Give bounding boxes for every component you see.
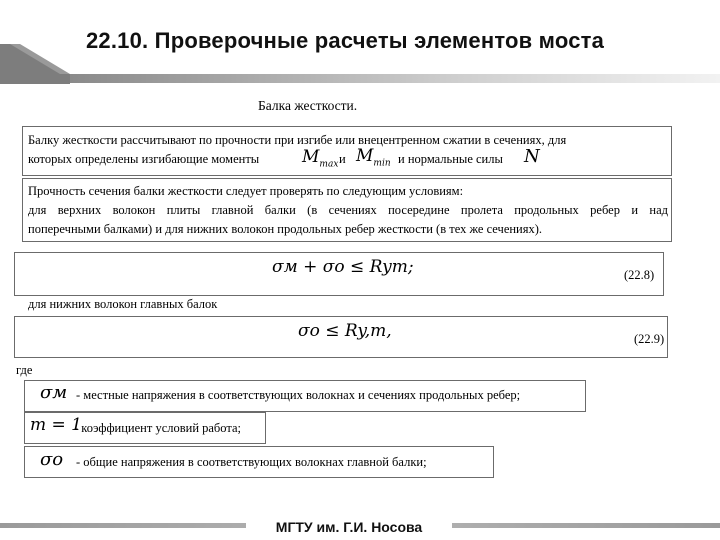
m-max-letter: M [302, 147, 320, 167]
m-max-sub: max [319, 159, 339, 170]
m-max-symbol [302, 147, 338, 169]
definition1-text: - местные напряжения в соответствующих волокнах и сечениях продольных ребер; [76, 388, 521, 402]
title-rule [70, 74, 720, 83]
equation-22-8: σм + σо ≤ Ryт; [272, 257, 414, 277]
n-symbol: N [524, 146, 540, 167]
m-min-letter: M [356, 146, 374, 166]
slide-title: 22.10. Проверочные расчеты элементов моста [86, 28, 605, 53]
sigma-m-symbol: σм [40, 382, 68, 403]
definition3-text: - общие напряжения в соответствующих волокнах главной балки; [76, 455, 427, 469]
definition2-text: - коэффициент условий работа; [74, 421, 242, 435]
equation-22-9: σо ≤ Ry,m, [298, 321, 392, 341]
para1-and: и [339, 152, 346, 166]
para2-line1: Прочность сечения балки жесткости следует проверять по следующим условиям: [28, 184, 464, 198]
para1-line2a: которых определены изгибающие моменты [28, 152, 260, 166]
m-min-symbol [356, 146, 391, 168]
sigma-o-symbol: σо [40, 449, 64, 470]
m-min-sub: min [373, 158, 391, 169]
para1-line1: Балку жесткости рассчитывают по прочности при изгибе или внецентренном сжатии в сечениях, для [28, 133, 567, 147]
para1-line2b: и нормальные силы [398, 152, 503, 166]
equation-22-9-number: (22.9) [634, 332, 665, 346]
equation-22-8-number: (22.8) [624, 268, 655, 282]
between-text: для нижних волокон главных балок [28, 297, 218, 311]
corner-decoration [0, 44, 70, 84]
section-subtitle: Балка жесткости. [258, 98, 358, 113]
para2-line3: поперечными балками) и для нижних волокон продольных ребер жесткости (в тех же сечениях). [28, 222, 543, 236]
m-equals-1-symbol: m = 1 [30, 415, 82, 435]
where-label: где [16, 363, 33, 377]
footer-institution: МГТУ им. Г.И. Носова [275, 519, 423, 535]
para2-line2: для верхних волокон плиты главной балки (в сечениях посередине пролета продольных ребер и над [28, 203, 668, 217]
